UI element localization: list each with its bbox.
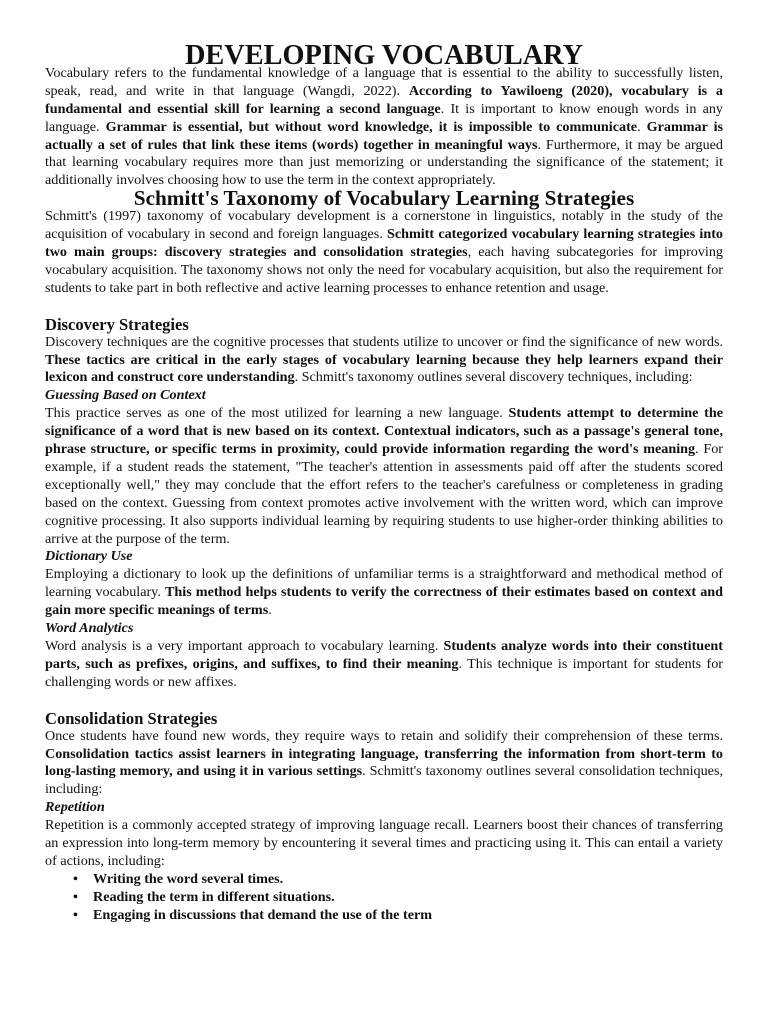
consolidation-paragraph (45, 728, 723, 800)
bullet-icon: • (73, 906, 78, 923)
intro-bold-1: According to Yawiloeng (2020), vocabulary is a fundamental and essential skill for learning a second language (45, 82, 723, 117)
discovery-text-1: Discovery techniques are the cognitive processes that students utilize to uncover or find the significance of new words. (45, 333, 723, 350)
consolidation-text-1: Once students have found new words, they require ways to retain and solidify their comprehension of these terms. (45, 727, 723, 744)
spacer (45, 692, 723, 710)
guessing-heading: Guessing Based on Context (45, 387, 206, 404)
taxonomy-text-1: Schmitt's (1997) taxonomy of vocabulary development is a cornerstone in linguistics, notably in the study of the acquisition of vocabulary in second and foreign languages. (45, 208, 723, 243)
taxonomy-text-2: , each having subcategories for improving vocabulary acquisition. The taxonomy shows not only the need for vocabulary acquisition, but also the requirement for students to take part in both reflective and active learning processes to enhance retention and usage. (45, 243, 723, 296)
dictionary-paragraph (45, 566, 723, 620)
taxonomy-bold-1: Schmitt categorized vocabulary learning strategies into two main groups: discovery strategies and consolidation strategies (45, 226, 724, 260)
repetition-paragraph: Repetition is a commonly accepted strategy of improving language recall. Learners boost their chances of transferring an expression into long-term memory by encountering it several times and practicing using it. This can entail a variety of actions, including: (45, 817, 723, 869)
list-item (73, 888, 723, 907)
taxonomy-heading: Schmitt's Taxonomy of Vocabulary Learning Strategies (133, 186, 635, 211)
intro-text-2: . It is important to know enough words in any language. (45, 100, 723, 135)
discovery-bold-1: These tactics are critical in the early stages of vocabulary learning because they help learners expand their lexicon and construct core understanding (45, 351, 723, 386)
list-item-text: Writing the word several times. (93, 870, 284, 887)
guessing-text-2: . For example, if a student reads the statement, "The teacher's attention in assessments paid off after the students scored exceptionally well," they may conclude that the effort refers to the teacher's carefulness or completeness in grading based on the context. Guessing from context promotes active involvement with the written word, which can improve cognitive processing. It also supports individual learning by requiring students to use higher-order thinking abilities to arrive at the purpose of the term. (45, 441, 723, 547)
word-analytics-heading: Word Analytics (45, 620, 134, 637)
intro-text-1: Vocabulary refers to the fundamental knowledge of a language that is essential to the ability to successfully listen, speak, read, and write in that language (Wangdi, 2022). (45, 64, 723, 99)
discovery-paragraph (45, 334, 723, 388)
repetition-heading: Repetition (45, 799, 105, 816)
dictionary-text-1: Employing a dictionary to look up the definitions of unfamiliar terms is a straightforward and methodical method of learning vocabulary. (45, 566, 723, 601)
guessing-text-1: This practice serves as one of the most utilized for learning a new language. (45, 405, 509, 422)
word-analytics-paragraph (45, 638, 723, 692)
word-analytics-bold-1: Students analyze words into their constituent parts, such as prefixes, origins, and suffixes, to find their meaning (45, 638, 723, 672)
dictionary-text-2: . (268, 602, 272, 619)
intro-text-3: . (637, 118, 647, 135)
consolidation-text-2: . Schmitt's taxonomy outlines several consolidation techniques, including: (45, 763, 723, 798)
taxonomy-paragraph (45, 208, 723, 298)
list-item (73, 870, 723, 889)
guessing-bold-1: Students attempt to determine the significance of a word that is new based on its context. Contextual indicators, such as a passage's general tone, phrase structure, or specific terms in proximity, could provide information regarding the word's meaning (45, 405, 723, 458)
list-item-text: Engaging in discussions that demand the use of the term (93, 906, 433, 923)
list-item-text: Reading the term in different situations. (93, 888, 335, 905)
intro-paragraph (45, 65, 723, 190)
bullet-icon: • (73, 888, 78, 905)
dictionary-heading: Dictionary Use (45, 548, 133, 565)
intro-bold-3: Grammar is actually a set of rules that link these items (words) together in meaningful ways (45, 118, 724, 153)
bullet-icon: • (73, 870, 78, 887)
discovery-heading: Discovery Strategies (45, 314, 189, 334)
intro-bold-2: Grammar is essential, but without word knowledge, it is impossible to communicate (105, 118, 638, 135)
discovery-text-2: . Schmitt's taxonomy outlines several discovery techniques, including: (294, 369, 693, 386)
consolidation-bold-1: Consolidation tactics assist learners in integrating language, transferring the information from short-term to long-lasting memory, and using it in various settings (45, 745, 723, 780)
guessing-paragraph (45, 405, 723, 548)
word-analytics-text-2: . This technique is important for students for challenging words or new affixes. (45, 655, 724, 690)
list-item (73, 906, 723, 925)
repetition-bullet-list (45, 871, 723, 925)
consolidation-heading: Consolidation Strategies (45, 708, 218, 728)
dictionary-bold-1: This method helps students to verify the correctness of their estimates based on context and gain more specific meanings of terms (45, 584, 723, 619)
spacer (45, 298, 723, 316)
page-title: DEVELOPING VOCABULARY (184, 40, 584, 71)
intro-text-4: . Furthermore, it may be argued that learning vocabulary requires more than just memorizing or understanding the significance of the statement; it additionally involves choosing how to use the term in the context appropriately. (45, 136, 723, 189)
word-analytics-text-1: Word analysis is a very important approach to vocabulary learning. (45, 638, 444, 654)
